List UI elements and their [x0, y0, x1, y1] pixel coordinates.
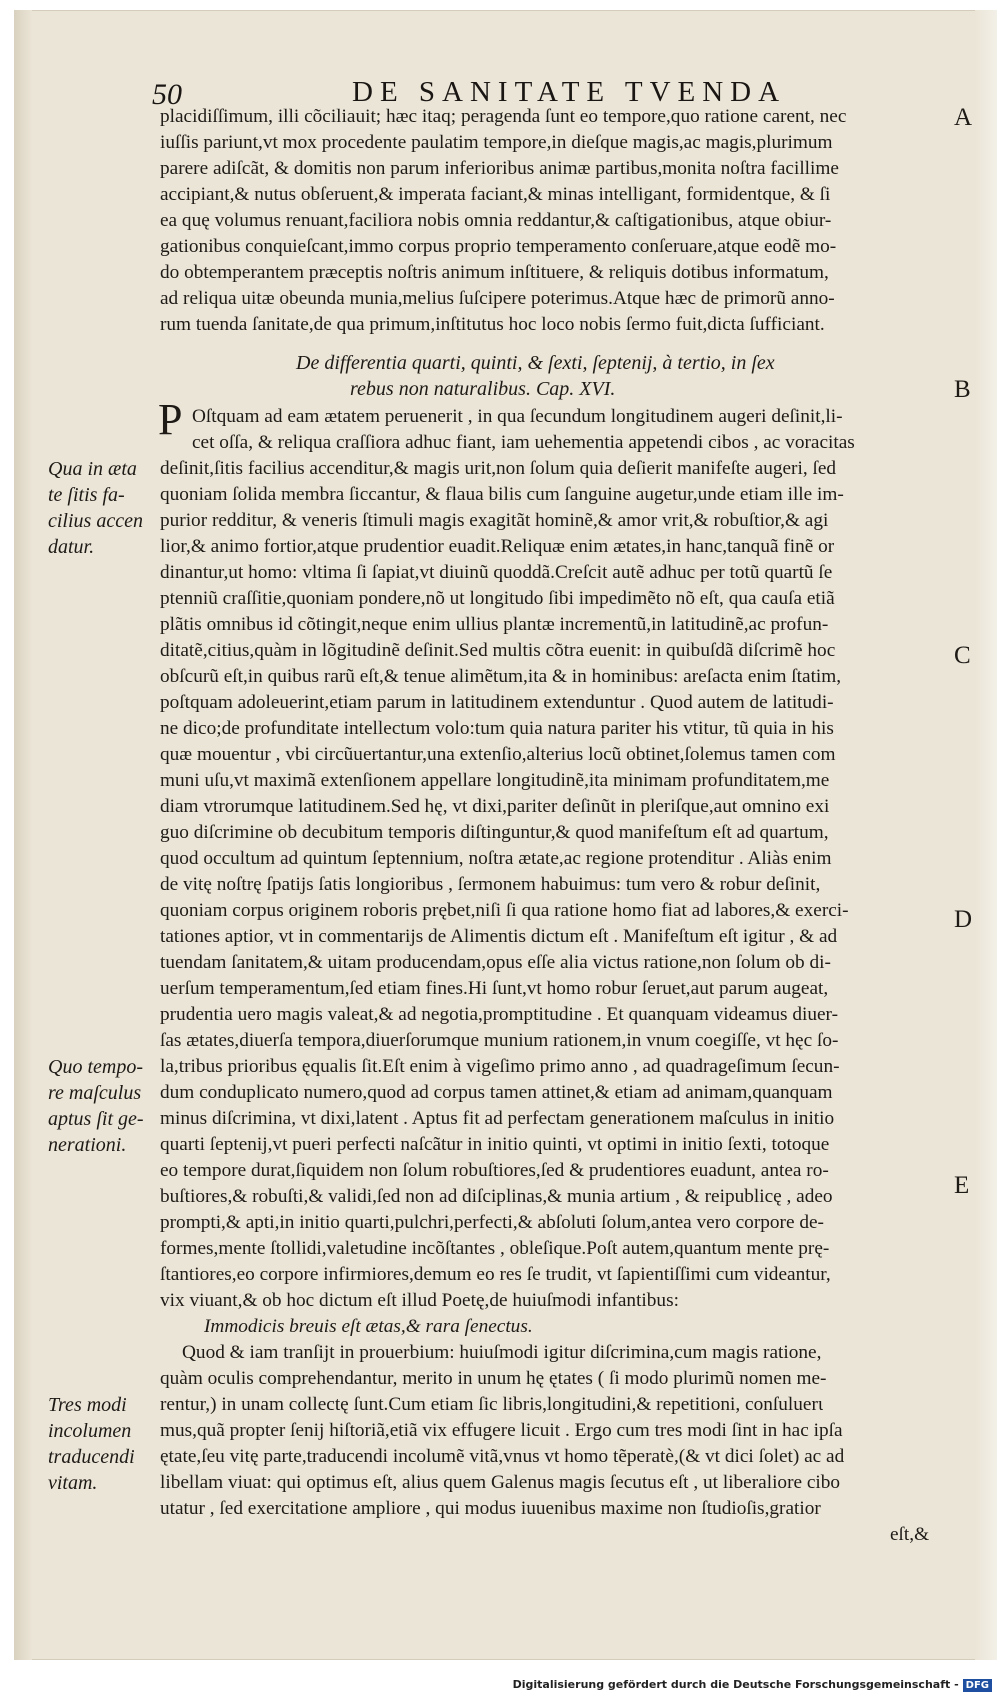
text-line: quæ mouentur , vbi circũuertantur,una extenſio,alterius locũ obtinet,ſolemus tamen com: [160, 744, 836, 765]
margin-note-line: aptus ſit ge-: [48, 1108, 144, 1130]
text-line: ętate,ſeu vitę parte,traducendi incolumẽ vitã,vnus vt homo tẽperatè,(& vt dici ſolet) ac ad: [160, 1446, 845, 1467]
text-line: do obtemperantem præceptis noſtris animum inſtituere, & reliquis dotibus informatum,: [160, 262, 829, 283]
running-title: DE SANITATE TVENDA: [352, 76, 787, 108]
text-line: tationes aptior, vt in commentarijs de Alimentis dictum eſt . Manifeſtum eſt igitur , & ad: [160, 926, 838, 947]
section-letter-a: A: [954, 104, 973, 131]
text-line: formes,mente ſtollidi,valetudine incõſtantes , obleſique.Poſt autem,quantum mente prę-: [160, 1238, 830, 1259]
text-line: quarti ſeptenij,vt pueri perfecti naſcãtur in initio quinti, vt optimi in initio ſexti, totoque: [160, 1134, 830, 1155]
text-line: cet oſſa, & reliqua craſſiora adhuc fiant, iam uehementia appetendi cibos , ac voracitas: [192, 432, 855, 453]
text-line: ſas ætates,diuerſa tempora,diuerſorumque munium rationem,in vnum coegiſſe, vt hęc ſo-: [160, 1030, 839, 1051]
text-line: ne dico;de profunditate intellectum volo:tum quia natura pariter his vtitur, tũ quia in his: [160, 718, 834, 739]
section-letter-b: B: [954, 376, 971, 403]
margin-note-line: Quo tempo-: [48, 1056, 143, 1078]
digitization-credit: [513, 1678, 992, 1692]
text-line: Quod & iam tranſijt in prouerbium: huiuſmodi igitur diſcrimina,cum magis ratione,: [182, 1342, 822, 1363]
margin-note-line: datur.: [48, 536, 95, 558]
text-line: quoniam ſolida membra ſiccantur, & flaua bilis cum ſanguine augetur,unde etiam ille im-: [160, 484, 844, 505]
margin-note-line: nerationi.: [48, 1134, 127, 1156]
chapter-heading-line-2: rebus non naturalibus. Cap. XVI.: [350, 378, 616, 400]
text-line: purior redditur, & veneris ſtimuli magis exagitãt hominẽ,& amor vrit,& robuſtior,& agi: [160, 510, 829, 531]
text-line: utatur , ſed exercitatione ampliore , qui modus iuuenibus maxime non ſtudioſis,gratior: [160, 1498, 821, 1519]
text-line: ea quę volumus renuant,faciliora nobis omnia reddantur,& caſtigationibus, atque obiur-: [160, 210, 832, 231]
text-line: eo tempore durat,ſiquidem non ſolum robuſtiores,ſed & prudentiores euadunt, antea ro-: [160, 1160, 829, 1181]
section-letter-c: C: [954, 642, 971, 669]
text-line: prompti,& apti,in initio quarti,pulchri,perfecti,& abſoluti ſolum,antea vero corpore de-: [160, 1212, 824, 1233]
text-line: quod occultum ad quintum ſeptennium, noſtra ætate,ac regione protenditur . Aliàs enim: [160, 848, 832, 869]
margin-note-line: vitam.: [48, 1472, 98, 1494]
text-line: ſtantiores,eo corpore infirmiores,demum eo res ſe trudit, vt ſapientiſſimi cum videantur,: [160, 1264, 831, 1285]
text-line: ad reliqua uitæ obeunda munia,melius ſuſcipere poterimus.Atque hæc de primorũ anno-: [160, 288, 835, 309]
text-line: mus,quã propter ſenij hiſtoriã,etiã vix effugere licuit . Ergo cum tres modi ſint in hac ipſa: [160, 1420, 843, 1441]
text-line: tuendam ſanitatem,& uitam producendam,opus eſſe alia victus ratione,non ſolum ob di-: [160, 952, 831, 973]
margin-note-line: incolumen: [48, 1420, 132, 1442]
text-line: plãtis omnibus id cõtingit,neque enim ullius plantæ incrementũ,in latitudinẽ,ac profun-: [160, 614, 829, 635]
text-line: deſinit,ſitis facilius accenditur,& magis urit,non ſolum quia deſierit manifeſte augeri, ſed: [160, 458, 837, 479]
section-letter-d: D: [954, 906, 973, 933]
text-line: minus diſcrimina, vt dixi,latent . Aptus fit ad perfectam generationem maſculus in initio: [160, 1108, 835, 1129]
drop-capital: P: [158, 395, 183, 444]
text-line: la,tribus prioribus ęqualis ſit.Eſt enim à vigeſimo primo anno , ad quadrageſimum ſecun-: [160, 1056, 840, 1077]
text-line: libellam viuat: qui optimus eſt, alius quem Galenus magis ſecutus eſt , ut liberaliore cibo: [160, 1472, 841, 1493]
section-letter-e: E: [954, 1172, 970, 1199]
text-line: ptenniũ craſſitie,quoniam pondere,nõ ut longitudo ſibi impedimẽto nõ eſt, qua cauſa etiã: [160, 588, 835, 609]
text-line: buſtiores,& robuſti,& validi,ſed non ad diſciplinas,& munia artium , & reipublicę , adeo: [160, 1186, 833, 1207]
page-number: 50: [152, 78, 182, 111]
margin-note-generation: [48, 1054, 158, 1158]
text-line: guo diſcrimine ob decubitum temporis diſtinguntur,& quod manifeſtum eſt ad quartum,: [160, 822, 829, 843]
text-line: quàm oculis comprehendantur, merito in unum hę ętates ( ſi modo plurimũ nomen me-: [160, 1368, 827, 1389]
text-line: obſcurũ eſt,in quibus rarũ eſt,& tenue alimẽtum,ita & in hominibus: areſacta enim ſtatim,: [160, 666, 842, 687]
verse-quotation: Immodicis breuis eſt ætas,& rara ſenectus.: [204, 1316, 533, 1337]
margin-note-three-modes: [48, 1392, 158, 1496]
text-line: placidiſſimum, illi cõciliauit; hæc itaq; peragenda ſunt eo tempore,quo ratione carent, nec: [160, 106, 847, 127]
margin-note-thirst: [48, 456, 158, 560]
text-line: prudentia uero magis valeat,& ad negotia,promptitudine . Et quanquam videamus diuer-: [160, 1004, 839, 1025]
margin-note-line: Qua in æta: [48, 458, 137, 480]
margin-note-line: cilius accen: [48, 510, 143, 532]
text-line: vix viuant,& ob hoc dictum eſt illud Poetę,de huiuſmodi infantibus:: [160, 1290, 679, 1311]
text-line: ditatẽ,citius,quàm in lõgitudinẽ deſinit.Sed multis cõtra euenit: in quibuſdã diſcrimẽ hoc: [160, 640, 836, 661]
margin-note-line: re maſculus: [48, 1082, 142, 1104]
dfg-logo: DFG: [963, 1679, 992, 1692]
text-line: rum tuenda ſanitate,de qua primum,inſtitutus hoc loco nobis ſermo fuit,dicta ſufficiant.: [160, 314, 825, 335]
text-line: dum conduplicato numero,quod ad corpus tamen attinet,& etiam ad animam,quanquam: [160, 1082, 833, 1103]
margin-note-line: Tres modi: [48, 1394, 127, 1416]
text-line: dinantur,ut homo: vltima ſi ſapiat,vt diuinũ quoddã.Creſcit autẽ adhuc per totũ quartũ ſe: [160, 562, 833, 583]
text-line: quoniam corpus originem roboris prębet,niſi ſi qua ratione homo fiat ad labores,& exerci-: [160, 900, 849, 921]
text-line: Oſtquam ad eam ætatem peruenerit , in qua ſecundum longitudinem augeri deſinit,li-: [192, 406, 843, 427]
text-line: muni uſu,vt maximã extenſionem appellare longitudinẽ,ita minimam profunditatem,me: [160, 770, 830, 791]
margin-note-line: te ſitis fa-: [48, 484, 125, 506]
credit-text: Digitalisierung gefördert durch die Deutsche Forschungsgemeinschaft -: [512, 1678, 959, 1691]
text-line: accipiant,& nutus obſeruent,& imperata faciant,& minas intelligant, formidentque, & ſi: [160, 184, 831, 205]
text-line: gationibus conquieſcant,immo corpus proprio temperamento conſeruare,atque eodẽ mo-: [160, 236, 837, 257]
text-line: de vitę noſtrę ſpatijs ſatis longioribus , ſermonem habuimus: tum vero & robur deſinit,: [160, 874, 821, 895]
catchword: eſt,&: [890, 1524, 930, 1545]
text-line: rentur,) in unam collectę ſunt.Cum etiam ſic libris,longitudini,& repetitioni, conſuluerι: [160, 1394, 824, 1415]
text-line: parere adiſcãt, & domitis non parum inferioribus animæ partibus,monita noſtra facillime: [160, 158, 839, 179]
text-line: lior,& animo fortior,atque prudentior euadit.Reliquæ enim ætates,in hanc,tanquã finẽ or: [160, 536, 835, 557]
text-line: uerſum temperamentum,ſed etiam fines.Hi ſunt,vt homo robur ſeruet,aut parum augeat,: [160, 978, 829, 999]
text-line: diam vtrorumque latitudinem.Sed hę, vt dixi,pariter deſinũt in pleriſque,aut omnino exi: [160, 796, 830, 817]
margin-note-line: traducendi: [48, 1446, 135, 1468]
text-line: poſtquam adoleuerint,etiam parum in latitudinem extenduntur . Quod autem de latitudi-: [160, 692, 834, 713]
chapter-heading-line-1: De differentia quarti, quinti, & ſexti, ſeptenij, à tertio, in ſex: [296, 352, 775, 374]
text-line: iuſſis pariunt,vt mox procedente paulatim tempore,in dieſque magis,ac magis,plurimum: [160, 132, 833, 153]
